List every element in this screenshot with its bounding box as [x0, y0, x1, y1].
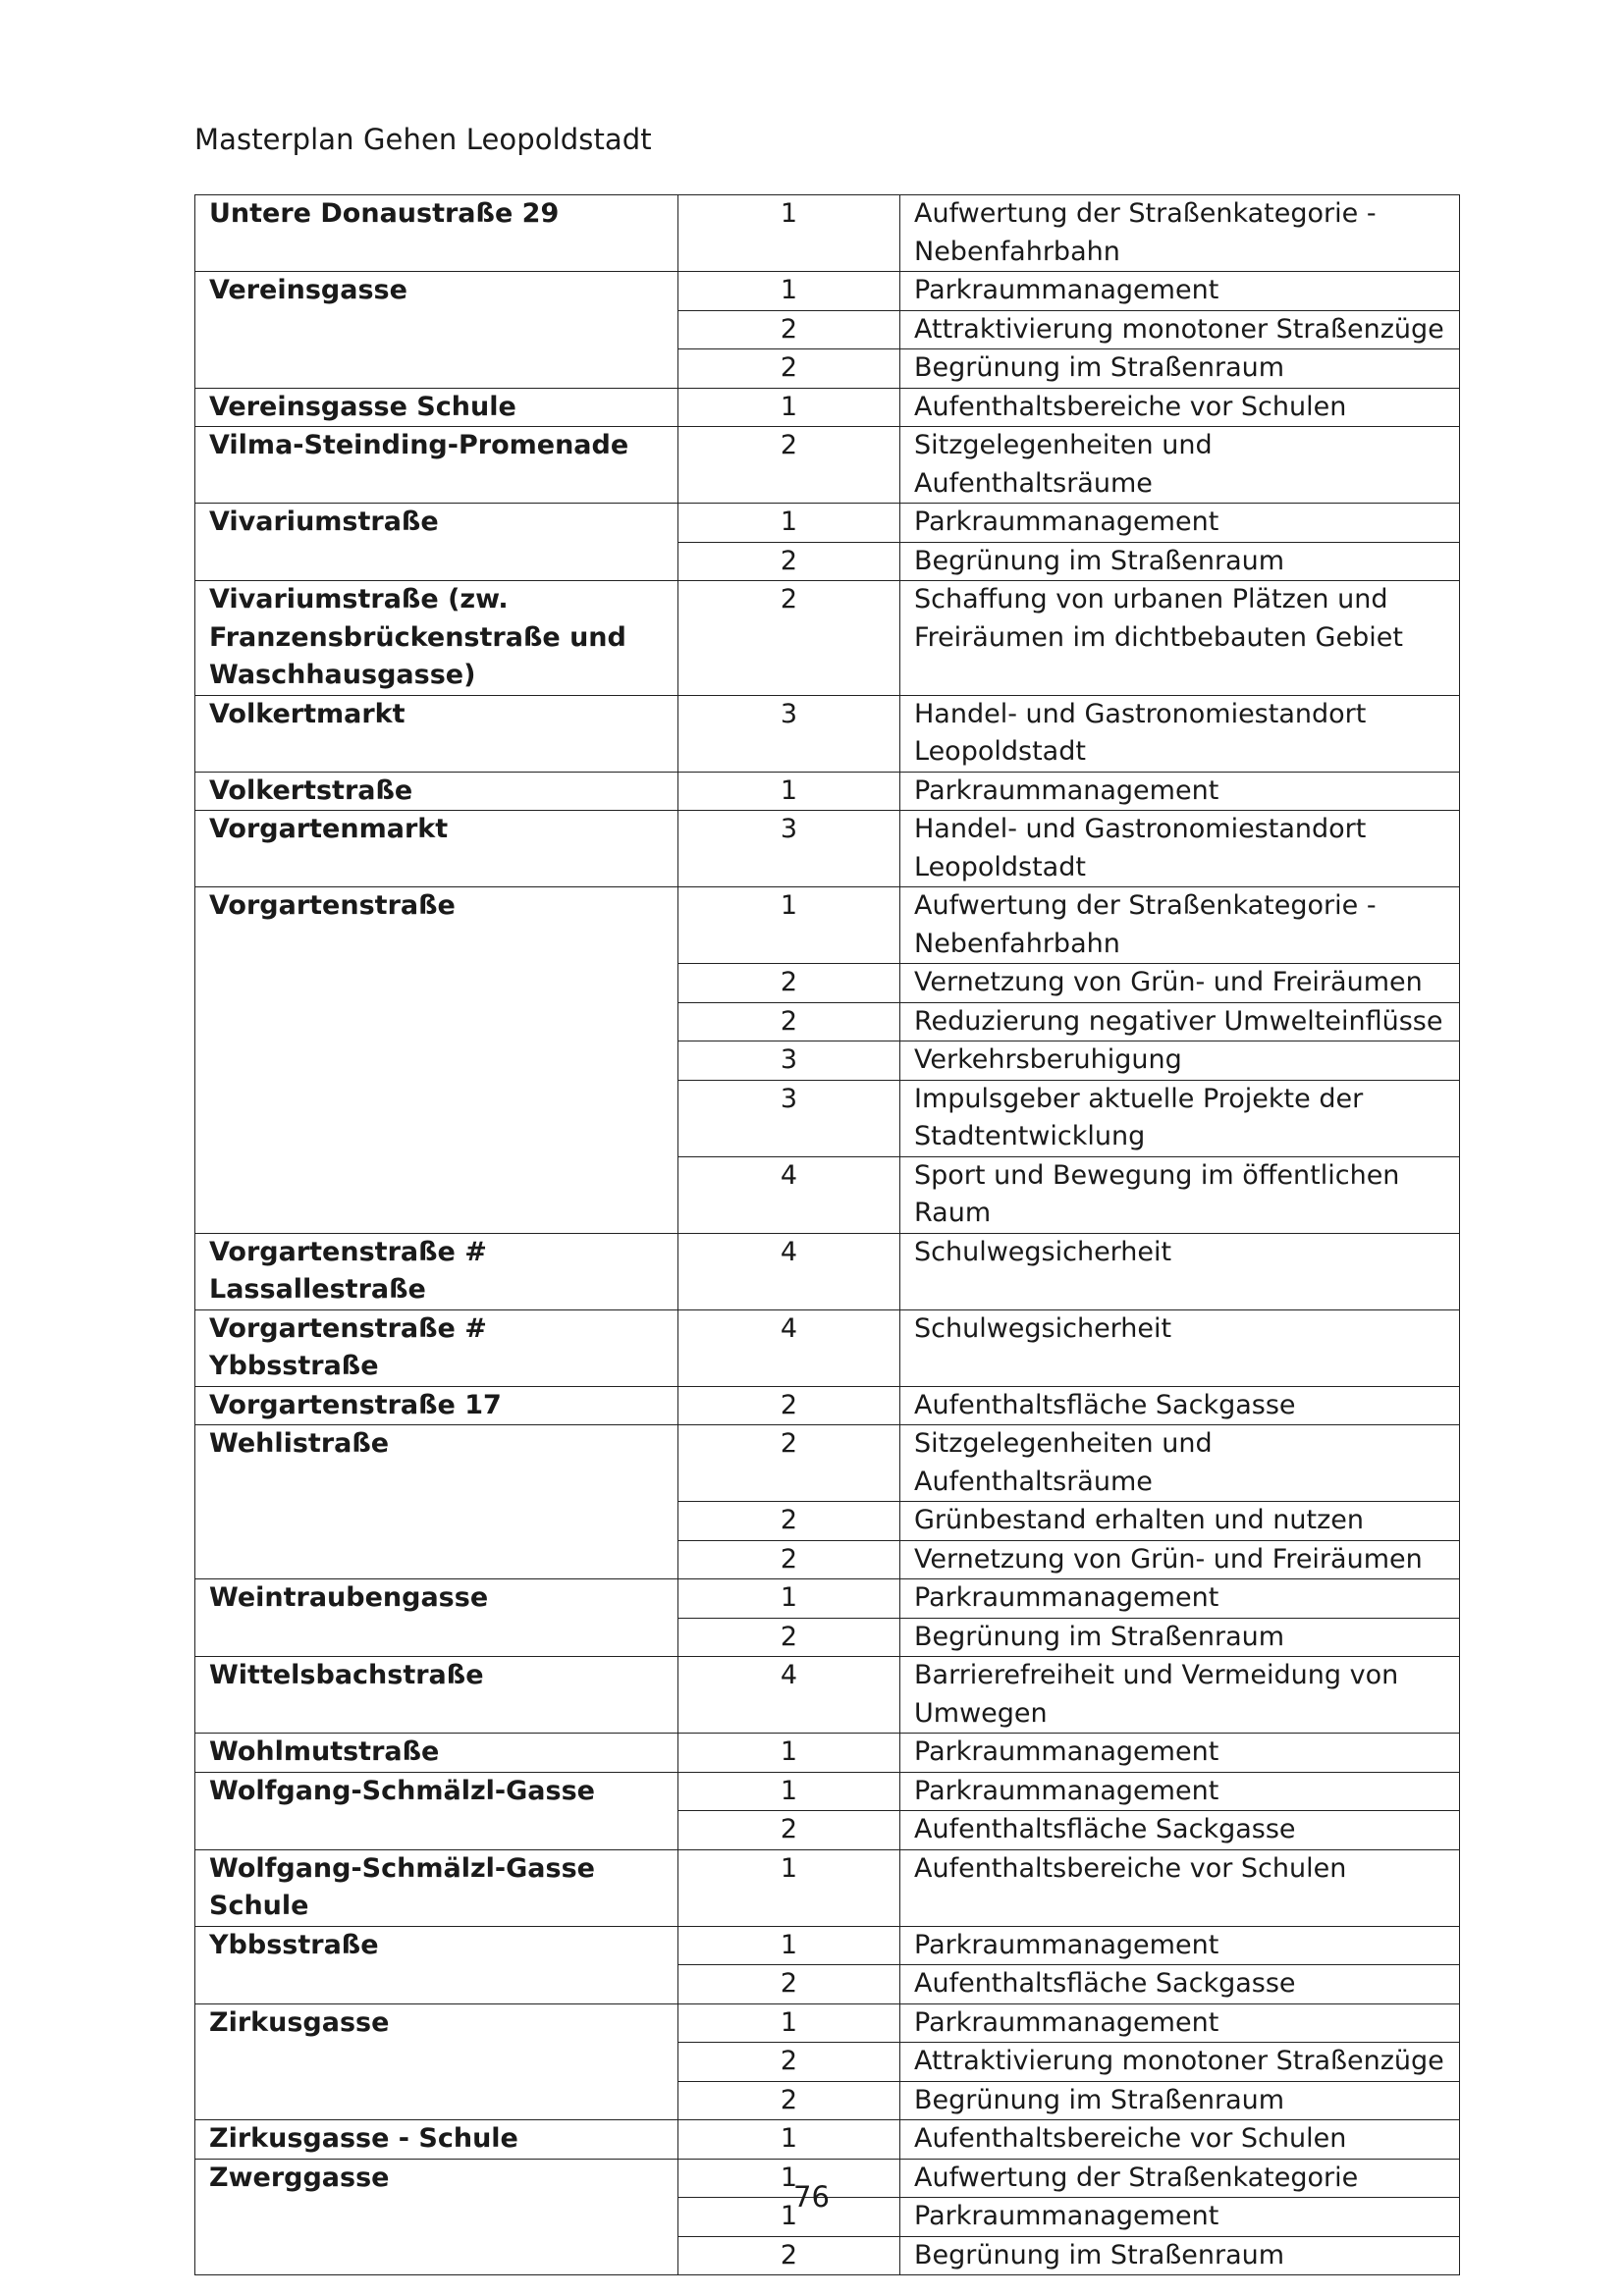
priority-cell: 2 [678, 349, 900, 389]
priority-cell: 1 [678, 1579, 900, 1619]
priority-cell: 1 [678, 2159, 900, 2198]
page-number: 76 [793, 2180, 830, 2214]
table-row [195, 272, 1460, 311]
measure-cell: Parkraummanagement [900, 2198, 1460, 2237]
priority-cell: 1 [678, 1772, 900, 1811]
measure-cell: Handel- und Gastronomiestandort Leopoldstadt [900, 695, 1460, 772]
street-name-cell: Zirkusgasse [195, 2003, 678, 2120]
table-row [195, 1772, 1460, 1811]
page-header-title: Masterplan Gehen Leopoldstadt [194, 123, 652, 156]
table-row [195, 1425, 1460, 1502]
priority-cell: 2 [678, 581, 900, 696]
street-name-cell: Volkertmarkt [195, 695, 678, 772]
priority-cell: 1 [678, 504, 900, 543]
table-row [195, 1579, 1460, 1619]
measure-cell: Parkraummanagement [900, 504, 1460, 543]
table-row [195, 1734, 1460, 1773]
street-name-cell: Vorgartenmarkt [195, 811, 678, 887]
table-row [195, 1657, 1460, 1734]
measure-cell: Aufenthaltsbereiche vor Schulen [900, 1849, 1460, 1926]
measure-cell: Aufwertung der Straßenkategorie - Nebenfahrbahn [900, 195, 1460, 272]
priority-cell: 1 [678, 1926, 900, 1965]
street-name-cell: Volkertstraße [195, 772, 678, 811]
measure-cell: Sport und Bewegung im öffentlichen Raum [900, 1156, 1460, 1233]
measure-cell: Begrünung im Straßenraum [900, 542, 1460, 581]
table-row [195, 2120, 1460, 2160]
street-name-cell: Vivariumstraße [195, 504, 678, 581]
measure-cell: Barrierefreiheit und Vermeidung von Umwegen [900, 1657, 1460, 1734]
priority-cell: 1 [678, 772, 900, 811]
measure-cell: Begrünung im Straßenraum [900, 1618, 1460, 1657]
priority-cell: 4 [678, 1156, 900, 1233]
street-name-cell: Weintraubengasse [195, 1579, 678, 1657]
street-name-cell: Wehlistraße [195, 1425, 678, 1579]
measure-cell: Begrünung im Straßenraum [900, 2081, 1460, 2120]
priority-cell: 1 [678, 887, 900, 964]
measure-cell: Parkraummanagement [900, 772, 1460, 811]
measure-cell: Handel- und Gastronomiestandort Leopoldstadt [900, 811, 1460, 887]
table-row [195, 1926, 1460, 1965]
measure-cell: Aufenthaltsfläche Sackgasse [900, 1811, 1460, 1850]
priority-cell: 2 [678, 2081, 900, 2120]
measure-cell: Verkehrsberuhigung [900, 1041, 1460, 1081]
measure-cell: Grünbestand erhalten und nutzen [900, 1502, 1460, 1541]
street-name-cell: Wolfgang-Schmälzl-Gasse [195, 1772, 678, 1849]
measure-cell: Parkraummanagement [900, 1772, 1460, 1811]
measure-cell: Begrünung im Straßenraum [900, 2236, 1460, 2275]
measure-cell: Attraktivierung monotoner Straßenzüge [900, 310, 1460, 349]
priority-cell: 2 [678, 1965, 900, 2004]
priority-cell: 1 [678, 2003, 900, 2043]
measure-cell: Attraktivierung monotoner Straßenzüge [900, 2043, 1460, 2082]
table-row [195, 1386, 1460, 1425]
priority-cell: 4 [678, 1233, 900, 1309]
measure-cell: Impulsgeber aktuelle Projekte der Stadtentwicklung [900, 1080, 1460, 1156]
priority-cell: 4 [678, 1657, 900, 1734]
measure-cell: Sitzgelegenheiten und Aufenthaltsräume [900, 1425, 1460, 1502]
priority-cell: 1 [678, 272, 900, 311]
measure-cell: Parkraummanagement [900, 1926, 1460, 1965]
table-row [195, 695, 1460, 772]
measure-cell: Aufenthaltsbereiche vor Schulen [900, 2120, 1460, 2160]
table-row [195, 427, 1460, 504]
measure-cell: Schaffung von urbanen Plätzen und Freiräumen im dichtbebauten Gebiet [900, 581, 1460, 696]
street-name-cell: Zirkusgasse - Schule [195, 2120, 678, 2160]
measure-cell: Vernetzung von Grün- und Freiräumen [900, 1540, 1460, 1579]
measure-cell: Parkraummanagement [900, 2003, 1460, 2043]
table-row [195, 887, 1460, 964]
table-row [195, 1849, 1460, 1926]
measure-cell: Aufenthaltsfläche Sackgasse [900, 1386, 1460, 1425]
priority-cell: 3 [678, 811, 900, 887]
priority-cell: 1 [678, 388, 900, 427]
priority-cell: 2 [678, 542, 900, 581]
table-row [195, 581, 1460, 696]
street-name-cell: Vivariumstraße (zw. Franzensbrückenstraße und Waschhausgasse) [195, 581, 678, 696]
measures-table [194, 194, 1460, 2275]
measure-cell: Aufwertung der Straßenkategorie - Nebenfahrbahn [900, 887, 1460, 964]
street-name-cell: Vereinsgasse Schule [195, 388, 678, 427]
priority-cell: 1 [678, 195, 900, 272]
street-name-cell: Untere Donaustraße 29 [195, 195, 678, 272]
table-row [195, 811, 1460, 887]
street-name-cell: Vorgartenstraße # Ybbsstraße [195, 1309, 678, 1386]
street-name-cell: Wolfgang-Schmälzl-Gasse Schule [195, 1849, 678, 1926]
priority-cell: 2 [678, 1618, 900, 1657]
priority-cell: 2 [678, 427, 900, 504]
table-row [195, 2003, 1460, 2043]
measure-cell: Begrünung im Straßenraum [900, 349, 1460, 389]
measure-cell: Parkraummanagement [900, 1734, 1460, 1773]
priority-cell: 2 [678, 1502, 900, 1541]
measure-cell: Schulwegsicherheit [900, 1309, 1460, 1386]
priority-cell: 4 [678, 1309, 900, 1386]
table-row [195, 772, 1460, 811]
measure-cell: Aufenthaltsfläche Sackgasse [900, 1965, 1460, 2004]
measure-cell: Parkraummanagement [900, 1579, 1460, 1619]
measures-table-body [195, 195, 1460, 2275]
measure-cell: Parkraummanagement [900, 272, 1460, 311]
priority-cell: 2 [678, 2236, 900, 2275]
priority-cell: 2 [678, 1386, 900, 1425]
measure-cell: Schulwegsicherheit [900, 1233, 1460, 1309]
street-name-cell: Zwerggasse [195, 2159, 678, 2275]
table-row [195, 195, 1460, 272]
table-row [195, 388, 1460, 427]
priority-cell: 1 [678, 2198, 900, 2237]
measure-cell: Sitzgelegenheiten und Aufenthaltsräume [900, 427, 1460, 504]
table-row [195, 1233, 1460, 1309]
measure-cell: Aufwertung der Straßenkategorie [900, 2159, 1460, 2198]
street-name-cell: Wittelsbachstraße [195, 1657, 678, 1734]
street-name-cell: Vilma-Steinding-Promenade [195, 427, 678, 504]
measure-cell: Reduzierung negativer Umwelteinflüsse [900, 1002, 1460, 1041]
priority-cell: 2 [678, 1425, 900, 1502]
street-name-cell: Vorgartenstraße [195, 887, 678, 1234]
priority-cell: 1 [678, 1849, 900, 1926]
table-row [195, 504, 1460, 543]
priority-cell: 2 [678, 964, 900, 1003]
table-row [195, 1309, 1460, 1386]
priority-cell: 3 [678, 695, 900, 772]
priority-cell: 1 [678, 2120, 900, 2160]
priority-cell: 2 [678, 1002, 900, 1041]
measure-cell: Aufenthaltsbereiche vor Schulen [900, 388, 1460, 427]
priority-cell: 2 [678, 1811, 900, 1850]
priority-cell: 3 [678, 1041, 900, 1081]
street-name-cell: Vereinsgasse [195, 272, 678, 389]
street-name-cell: Wohlmutstraße [195, 1734, 678, 1773]
priority-cell: 3 [678, 1080, 900, 1156]
priority-cell: 1 [678, 1734, 900, 1773]
street-name-cell: Vorgartenstraße # Lassallestraße [195, 1233, 678, 1309]
priority-cell: 2 [678, 310, 900, 349]
priority-cell: 2 [678, 1540, 900, 1579]
priority-cell: 2 [678, 2043, 900, 2082]
street-name-cell: Ybbsstraße [195, 1926, 678, 2003]
street-name-cell: Vorgartenstraße 17 [195, 1386, 678, 1425]
measure-cell: Vernetzung von Grün- und Freiräumen [900, 964, 1460, 1003]
